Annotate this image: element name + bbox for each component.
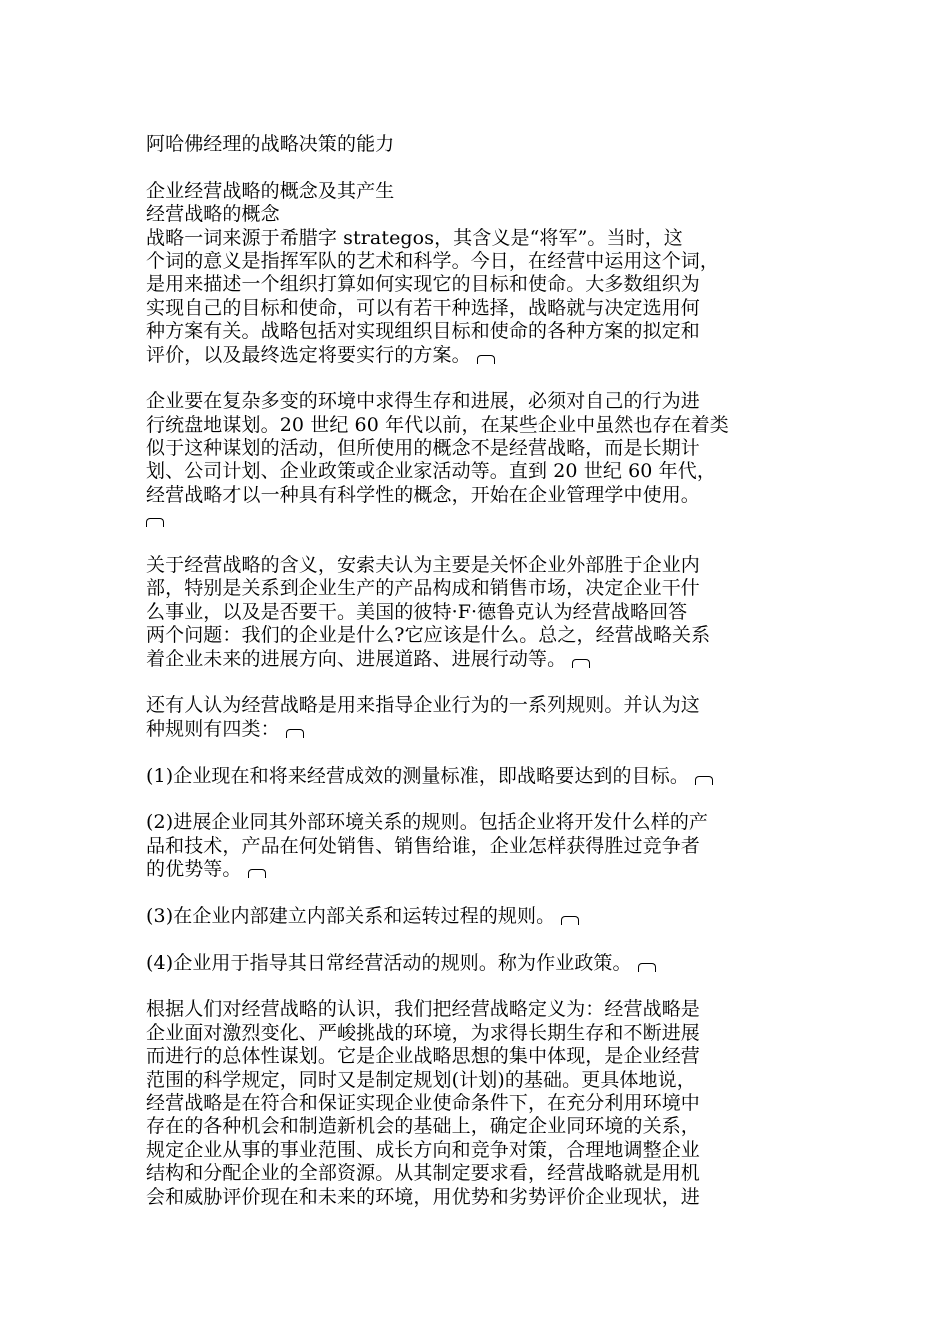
paragraph-line-with-mark [146, 905, 808, 928]
paragraph-mark-line [146, 507, 808, 530]
paragraph-return-mark-icon [477, 355, 495, 364]
paragraph-line: 品和技术，产品在何处销售、销售给谁，企业怎样获得胜过竞争者 [146, 834, 700, 857]
paragraph-line: 行统盘地谋划。20 世纪 60 年代以前，在某些企业中虽然也存在着类 [146, 413, 729, 436]
paragraph-line: 而进行的总体性谋划。它是企业战略思想的集中体现，是企业经营 [146, 1045, 700, 1068]
paragraph-line-with-mark [146, 718, 808, 741]
paragraph-line: 存在的各种机会和制造新机会的基础上，确定企业同环境的关系， [146, 1115, 700, 1138]
list-item [146, 765, 808, 788]
paragraph-return-mark-icon [572, 659, 590, 668]
paragraph-return-mark-icon [638, 963, 656, 972]
paragraph [146, 390, 808, 530]
paragraph-line: 企业要在复杂多变的环境中求得生存和进展，必须对自己的行为进 [146, 390, 700, 413]
paragraph-line-with-mark [146, 952, 808, 975]
paragraph-line: (2)进展企业同其外部环境关系的规则。包括企业将开发什么样的产 [146, 811, 709, 834]
paragraph-line: 么事业，以及是否要干。美国的彼特·F·德鲁克认为经营战略回答 [146, 600, 688, 623]
paragraph-line: 两个问题：我们的企业是什么?它应该是什么。总之，经营战略关系 [146, 624, 711, 647]
paragraph [146, 998, 808, 1209]
paragraph-return-mark-icon [248, 869, 266, 878]
document-body [146, 133, 808, 1209]
paragraph-line-with-mark [146, 344, 808, 367]
blank-line [146, 741, 808, 764]
blank-line [146, 882, 808, 905]
blank-line [146, 156, 808, 179]
paragraph-line: 企业面对激烈变化、严峻挑战的环境，为求得长期生存和不断进展 [146, 1021, 700, 1044]
blank-line [146, 975, 808, 998]
paragraph-line: 划、公司计划、企业政策或企业家活动等。直到 20 世纪 60 年代， [146, 460, 716, 483]
list-item [146, 905, 808, 928]
paragraph [146, 554, 808, 671]
paragraph [146, 227, 808, 367]
paragraph-line: 战略一词来源于希腊字 strategos，其含义是“将军”。当时，这 [146, 226, 683, 249]
paragraph-line-text: 评价，以及最终选定将要实行的方案。 [146, 343, 471, 366]
paragraph-return-mark-icon [561, 916, 579, 925]
paragraph-line-text: (1)企业现在和将来经营成效的测量标准，即战略要达到的目标。 [146, 764, 689, 787]
paragraph-line: 范围的科学规定，同时又是制定规划(计划)的基础。更具体地说， [146, 1068, 696, 1091]
paragraph-line-text: (4)企业用于指导其日常经营活动的规则。称为作业政策。 [146, 951, 632, 974]
paragraph-line: 还有人认为经营战略是用来指导企业行为的一系列规则。并认为这 [146, 694, 700, 717]
blank-line [146, 928, 808, 951]
section-heading: 企业经营战略的概念及其产生 [146, 179, 395, 202]
document-title: 阿哈佛经理的战略决策的能力 [146, 133, 395, 155]
subsection-heading: 经营战略的概念 [146, 203, 280, 226]
paragraph-line-text: (3)在企业内部建立内部关系和运转过程的规则。 [146, 904, 556, 927]
paragraph-line: 部，特别是关系到企业生产的产品构成和销售市场，决定企业干什 [146, 577, 700, 600]
paragraph-line: 个词的意义是指挥军队的艺术和科学。今日，在经营中运用这个词， [146, 249, 720, 272]
paragraph-line: 是用来描述一个组织打算如何实现它的目标和使命。大多数组织为 [146, 273, 700, 296]
paragraph-return-mark-icon [146, 518, 164, 527]
paragraph-line-with-mark [146, 765, 808, 788]
blank-line [146, 367, 808, 390]
paragraph-return-mark-icon [286, 729, 304, 738]
paragraph-return-mark-icon [695, 776, 713, 785]
paragraph-line: 似于这种谋划的活动，但所使用的概念不是经营战略，而是长期计 [146, 437, 700, 460]
paragraph-line-with-mark [146, 858, 808, 881]
paragraph [146, 694, 808, 741]
blank-line [146, 531, 808, 554]
paragraph-line: 结构和分配企业的全部资源。从其制定要求看，经营战略就是用机 [146, 1162, 700, 1185]
paragraph-line: 规定企业从事的事业范围、成长方向和竞争对策，合理地调整企业 [146, 1138, 700, 1161]
paragraph-line: 实现自己的目标和使命，可以有若干种选择，战略就与决定选用何 [146, 296, 700, 319]
paragraph-line-text: 种规则有四类： [146, 717, 280, 740]
paragraph-line: 种方案有关。战略包括对实现组织目标和使命的各种方案的拟定和 [146, 320, 700, 343]
paragraph-line-text: 的优势等。 [146, 858, 242, 881]
list-item [146, 811, 808, 881]
list-item [146, 952, 808, 975]
blank-line [146, 788, 808, 811]
paragraph-line-with-mark [146, 648, 808, 671]
blank-line [146, 671, 808, 694]
paragraph-line: 根据人们对经营战略的认识，我们把经营战略定义为：经营战略是 [146, 998, 700, 1021]
paragraph-line: 经营战略才以一种具有科学性的概念，开始在企业管理学中使用。 [146, 483, 700, 506]
paragraph-line: 关于经营战略的含义，安索夫认为主要是关怀企业外部胜于企业内 [146, 554, 700, 577]
paragraph-line-text: 着企业未来的进展方向、进展道路、进展行动等。 [146, 647, 567, 670]
paragraph-line: 会和威胁评价现在和未来的环境，用优势和劣势评价企业现状，进 [146, 1185, 700, 1208]
paragraph-line: 经营战略是在符合和保证实现企业使命条件下，在充分利用环境中 [146, 1092, 700, 1115]
